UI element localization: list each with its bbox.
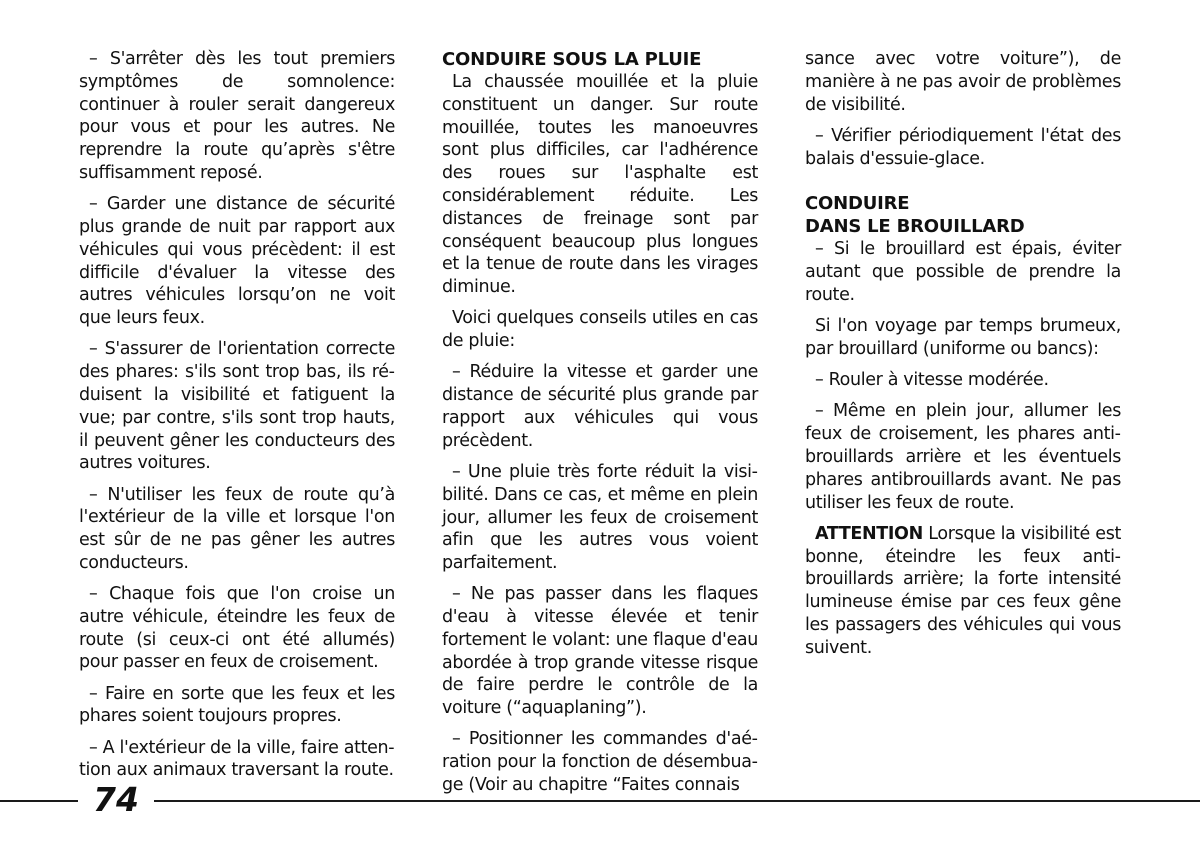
section-heading-rain: CONDUIRE SOUS LA PLUIE	[442, 49, 702, 70]
section-heading-fog	[805, 192, 1121, 238]
paragraph-heavy-rain: – Une pluie très forte réduit la visibilité. Dans ce cas, et même en plein jour, allumer les feux de croisement afin que les autres vous voient parfaitement.	[442, 461, 758, 574]
paragraph-night-distance: – Garder une distance de sécurité plus grande de nuit par rapport aux véhicules qui vous précèdent: il est difficile d'évaluer la vitesse des autres véhicules lorsqu’on ne voit que leurs feux.	[79, 194, 395, 329]
paragraph-clean-lights: – Faire en sorte que les feux et les phares soient toujours propres.	[79, 683, 395, 727]
section-heading-fog-line2: DANS LE BROUILLARD	[805, 216, 1025, 238]
paragraph-attention	[805, 523, 1121, 660]
paragraph-rain-advice-intro: Voici quelques conseils utiles en cas de pluie:	[442, 308, 758, 352]
paragraph-fog-lights: – Même en plein jour, allumer les feux de croisement, les phares antibrouillards arrière et les éventuels phares antibrouillards avant. Ne pas utiliser les feux de route.	[805, 401, 1121, 513]
column-middle	[442, 48, 758, 805]
footer-rule-left	[0, 800, 78, 802]
paragraph-puddles: – Ne pas passer dans les flaques d'eau à vitesse élevée et tenir fortement le volant: une flaque d'eau abordée à trop grande vitesse risque de faire perdre le contrôle de la voiture (“aquaplaning”).	[442, 584, 758, 719]
attention-label: ATTENTION	[815, 523, 923, 544]
footer-rule-right	[154, 800, 1200, 802]
paragraph-foggy-weather: Si l'on voyage par temps brumeux, par brouillard (uniforme ou bancs):	[805, 316, 1121, 359]
section-heading-fog-line1: CONDUIRE	[805, 193, 910, 215]
paragraph-reduce-speed: – Réduire la vitesse et garder une distance de sécurité plus grande par rapport aux véhicules qui vous précèdent.	[442, 362, 758, 451]
attention-text: Lorsque la visibilité est bonne, éteindre les feux antibrouillards arrière; la forte intensité lumineuse émise par ces feux gêne les passagers des véhicules qui vous suivent.	[805, 523, 1121, 658]
column-right	[805, 48, 1121, 668]
paragraph-somnolence: – S'arrêter dès les tout premiers symptômes de somnolence: continuer à rouler serait dangereux pour vous et pour les autres. Ne reprendre la route qu’après s'être suffisamment reposé.	[79, 49, 395, 183]
page-number: 74	[93, 780, 139, 819]
paragraph-dim-when-crossing: – Chaque fois que l'on croise un autre véhicule, éteindre les feux de route (si ceux-ci ont été allumés) pour passer en feux de croisement.	[79, 584, 395, 673]
paragraph-rain-intro: La chaussée mouillée et la pluie constituent un danger. Sur route mouillée, toutes les manoeuvres sont plus difficiles, car l'adhérence des roues sur l'asphalte est considérablement réduite. Les distances de freinage sont par conséquent beaucoup plus longues et la tenue de route dans les virages diminue.	[442, 72, 758, 298]
paragraph-wiper-blades: – Vérifier périodiquement l'état des balais d'essuie-glace.	[805, 125, 1121, 169]
paragraph-demisting-continued: sance avec votre voiture”), de manière à ne pas avoir de problèmes de visibilité.	[805, 49, 1121, 115]
paragraph-demisting: – Positionner les commandes d'aération pour la fonction de désembuage (Voir au chapitre “Faites connais	[442, 729, 758, 796]
paragraph-animals: – A l'extérieur de la ville, faire attention aux animaux traversant la route.	[79, 737, 395, 781]
paragraph-moderate-speed: – Rouler à vitesse modérée.	[815, 370, 1049, 391]
column-left	[79, 48, 395, 791]
paragraph-high-beams-outside-town: – N'utiliser les feux de route qu’à l'extérieur de la ville et lorsque l'on est sûr de ne pas gêner les autres conducteurs.	[79, 484, 395, 573]
paragraph-thick-fog: – Si le brouillard est épais, éviter autant que possible de prendre la route.	[805, 239, 1121, 305]
paragraph-headlight-orientation: – S'assurer de l'orientation correcte des phares: s'ils sont trop bas, ils réduisent la visibilité et fatiguent la vue; par contre, s'ils sont trop hauts, il peuvent gêner les conducteurs des autres voitures.	[79, 339, 395, 474]
